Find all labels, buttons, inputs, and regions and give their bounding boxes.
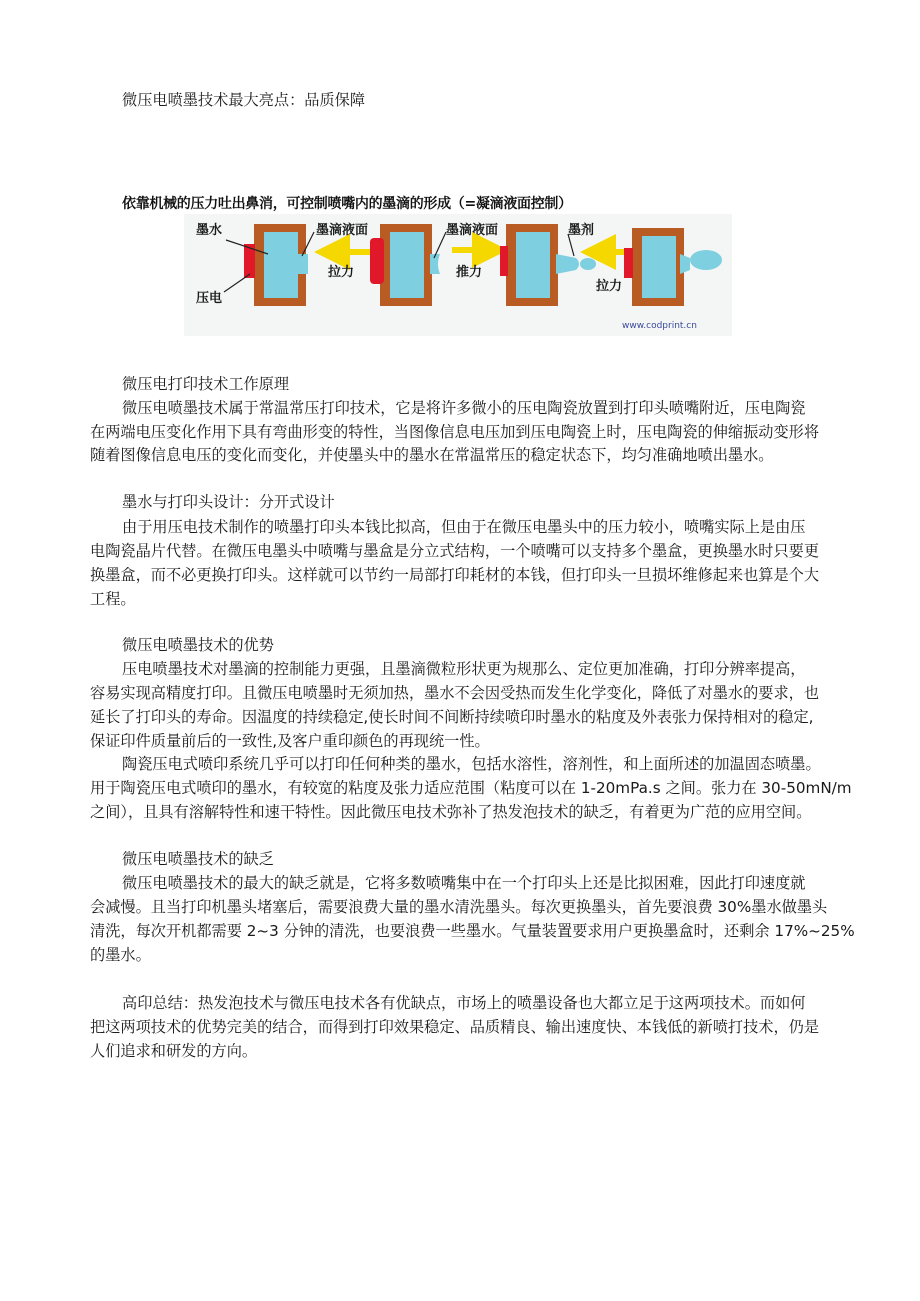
label-ink: 墨水 xyxy=(196,223,223,238)
section-heading: 微压电喷墨技术的优势 xyxy=(122,636,274,654)
paragraph-line: 用于陶瓷压电式喷印的墨水，有较宽的粘度及张力适应范围（粘度可以在 1-20mPa.s 之间。张力在 30-50mN/m xyxy=(90,779,852,797)
piezo-element xyxy=(624,248,633,278)
paragraph-line: 之间），且具有溶解特性和速干特性。因此微压电技术弥补了热发泡技术的缺乏，有着更为广范的应用空间。 xyxy=(90,803,812,821)
paragraph-line: 换墨盒，而不必更换打印头。这样就可以节约一局部打印耗材的本钱，但打印头一旦损坏维修起来也算是个大 xyxy=(90,566,819,584)
label-pull-2: 拉力 xyxy=(596,279,623,294)
paragraph-line: 随着图像信息电压的变化而变化，并使墨头中的墨水在常温常压的稳定状态下，均匀准确地喷出墨水。 xyxy=(90,446,774,464)
paragraph-line: 会减慢。且当打印机墨头堵塞后，需要浪费大量的墨水清洗墨头。每次更换墨头，首先要浪费 30%墨水做墨头 xyxy=(90,898,828,916)
summary-line: 人们追求和研发的方向。 xyxy=(90,1042,258,1060)
label-meniscus-1: 墨滴液面 xyxy=(316,223,369,238)
paragraph-line: 由于用压电技术制作的喷墨打印头本钱比拟高，但由于在微压电墨头中的压力较小，喷嘴实际上是由压 xyxy=(122,518,806,536)
watermark: www.codprint.cn xyxy=(622,321,697,331)
paragraph-line: 压电喷墨技术对墨滴的控制能力更强，且墨滴微粒形状更为规那么、定位更加准确，打印分辨率提高， xyxy=(122,660,806,678)
label-push: 推力 xyxy=(456,265,483,280)
label-droplet: 墨剂 xyxy=(568,223,595,238)
paragraph-line: 清洗，每次开机都需要 2~3 分钟的清洗，也要浪费一些墨水。气量装置要求用户更换墨盒时，还剩余 17%~25% xyxy=(90,922,855,940)
paragraph-line: 陶瓷压电式喷印系统几乎可以打印任何种类的墨水，包括水溶性，溶剂性，和上面所述的加温固态喷墨。 xyxy=(122,755,821,773)
paragraph-line: 工程。 xyxy=(90,590,136,608)
paragraph-line: 保证印件质量前后的一致性,及客户重印颜色的再现统一性。 xyxy=(90,732,490,750)
section-heading: 微压电喷墨技术的缺乏 xyxy=(122,850,274,868)
label-piezo: 压电 xyxy=(196,291,223,306)
summary-line: 高印总结：热发泡技术与微压电技术各有优缺点，市场上的喷墨设备也大都立足于这两项技术。而如何 xyxy=(122,994,806,1012)
piezo-droplet-diagram xyxy=(184,214,732,336)
piezo-element xyxy=(370,238,384,284)
paragraph-line: 延长了打印头的寿命。因温度的持续稳定,使长时间不间断持续喷印时墨水的粘度及外表张力保持相对的稳定, xyxy=(90,708,814,726)
summary-line: 把这两项技术的优势完美的结合，而得到打印效果稳定、品质精良、输出速度快、本钱低的新喷打技术，仍是 xyxy=(90,1018,819,1036)
label-pull-1: 拉力 xyxy=(328,265,355,280)
paragraph-line: 微压电喷墨技术的最大的缺乏就是，它将多数喷嘴集中在一个打印头上还是比拟困难，因此打印速度就 xyxy=(122,874,806,892)
section-heading: 墨水与打印头设计：分开式设计 xyxy=(122,493,335,511)
label-meniscus-2: 墨滴液面 xyxy=(446,223,499,238)
paragraph-line: 电陶瓷晶片代替。在微压电墨头中喷嘴与墨盒是分立式结构，一个喷嘴可以支持多个墨盒，更换墨水时只要更 xyxy=(90,542,819,560)
paragraph-line: 容易实现高精度打印。且微压电喷墨时无须加热，墨水不会因受热而发生化学变化，降低了对墨水的要求，也 xyxy=(90,684,819,702)
figure-caption: 依靠机械的压力吐出鼻消，可控制喷嘴内的墨滴的形成（=凝滴液面控制） xyxy=(122,196,572,212)
section-heading: 微压电打印技术工作原理 xyxy=(122,375,290,393)
paragraph-line: 在两端电压变化作用下具有弯曲形变的特性，当图像信息电压加到压电陶瓷上时，压电陶瓷的伸缩振动变形将 xyxy=(90,423,819,441)
page-title: 微压电喷墨技术最大亮点：品质保障 xyxy=(122,91,365,109)
paragraph-line: 的墨水。 xyxy=(90,946,151,964)
paragraph-line: 微压电喷墨技术属于常温常压打印技术，它是将许多微小的压电陶瓷放置到打印头喷嘴附近，压电陶瓷 xyxy=(122,399,806,417)
piezo-element xyxy=(500,246,508,276)
